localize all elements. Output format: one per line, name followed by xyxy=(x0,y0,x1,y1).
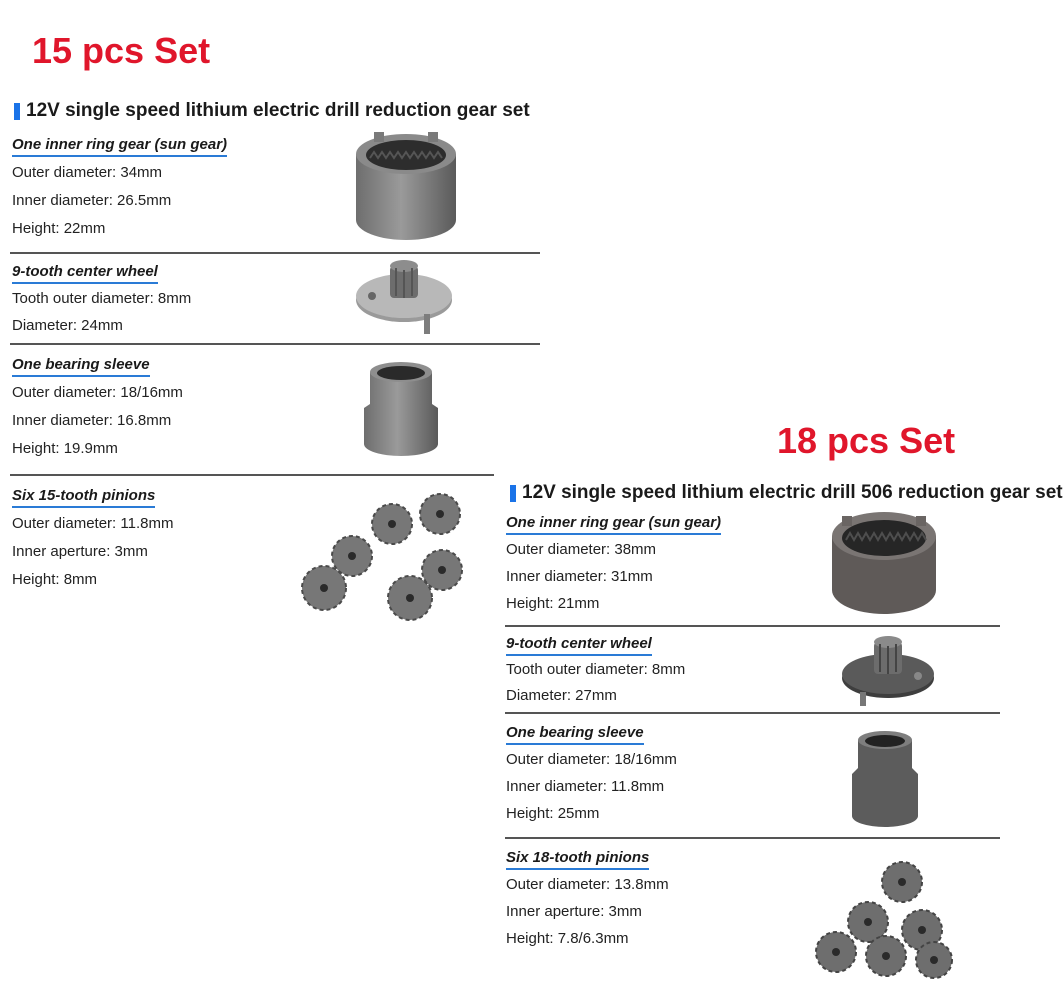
set15-center-wheel-title: 9-tooth center wheel xyxy=(12,263,158,284)
set15-ring-gear-spec-height: Height: 22mm xyxy=(12,220,106,237)
set18-ring-gear-spec-inner: Inner diameter: 31mm xyxy=(506,568,653,585)
set18-title: 18 pcs Set xyxy=(777,420,956,461)
set18-ring-gear-spec-outer: Outer diameter: 38mm xyxy=(506,541,657,558)
set18-bearing-sleeve-section xyxy=(506,724,806,822)
set18-bearing-sleeve-title: One bearing sleeve xyxy=(506,724,644,745)
pinion-gears-icon xyxy=(294,490,470,630)
set18-ring-gear-spec-height: Height: 21mm xyxy=(506,595,600,612)
set18-heading xyxy=(510,482,1063,504)
ring-gear-icon xyxy=(828,506,940,618)
set18-pinions-spec-height: Height: 7.8/6.3mm xyxy=(506,930,629,947)
set18-divider-3 xyxy=(505,837,1000,839)
set15-pinions-spec-outer: Outer diameter: 11.8mm xyxy=(12,515,174,532)
set18-pinions-spec-aperture: Inner aperture: 3mm xyxy=(506,903,642,920)
center-wheel-icon xyxy=(352,256,462,340)
set18-bearing-sleeve-spec-inner: Inner diameter: 11.8mm xyxy=(506,778,665,795)
set15-title: 15 pcs Set xyxy=(32,30,211,71)
bearing-sleeve-icon xyxy=(360,356,442,460)
set15-center-wheel-section xyxy=(12,263,332,334)
set15-heading xyxy=(14,100,544,122)
set18-pinions-spec-outer: Outer diameter: 13.8mm xyxy=(506,876,669,893)
set15-divider-2 xyxy=(10,343,540,345)
set15-divider-3 xyxy=(10,474,494,476)
set15-pinions-spec-height: Height: 8mm xyxy=(12,571,98,588)
set15-ring-gear-spec-inner: Inner diameter: 26.5mm xyxy=(12,192,172,209)
set15-bearing-sleeve-spec-outer: Outer diameter: 18/16mm xyxy=(12,384,183,401)
heading-marker-icon xyxy=(14,103,20,120)
set18-ring-gear-title: One inner ring gear (sun gear) xyxy=(506,514,721,535)
set18-center-wheel-spec-diameter: Diameter: 27mm xyxy=(506,687,617,704)
set18-center-wheel-spec-tooth: Tooth outer diameter: 8mm xyxy=(506,661,686,678)
set15-ring-gear-title: One inner ring gear (sun gear) xyxy=(12,136,227,157)
set15-divider-1 xyxy=(10,252,540,254)
bearing-sleeve-icon xyxy=(850,728,920,830)
set18-bearing-sleeve-spec-height: Height: 25mm xyxy=(506,805,600,822)
ring-gear-icon xyxy=(350,128,462,246)
set18-divider-2 xyxy=(505,712,1000,714)
set15-center-wheel-spec-tooth: Tooth outer diameter: 8mm xyxy=(12,290,192,307)
set15-heading-text: 12V single speed lithium electric drill reduction gear set xyxy=(26,100,530,121)
set18-heading-text: 12V single speed lithium electric drill 506 reduction gear set xyxy=(522,482,1063,503)
pinion-gears-icon xyxy=(810,856,960,980)
set18-bearing-sleeve-spec-outer: Outer diameter: 18/16mm xyxy=(506,751,677,768)
heading-marker-icon xyxy=(510,485,516,502)
set18-divider-1 xyxy=(505,625,1000,627)
set18-center-wheel-title: 9-tooth center wheel xyxy=(506,635,652,656)
set15-bearing-sleeve-section xyxy=(12,356,332,457)
set15-bearing-sleeve-title: One bearing sleeve xyxy=(12,356,150,377)
set15-center-wheel-spec-diameter: Diameter: 24mm xyxy=(12,317,123,334)
set15-bearing-sleeve-spec-height: Height: 19.9mm xyxy=(12,440,118,457)
set18-center-wheel-section xyxy=(506,635,806,704)
set15-bearing-sleeve-spec-inner: Inner diameter: 16.8mm xyxy=(12,412,172,429)
set15-pinions-spec-aperture: Inner aperture: 3mm xyxy=(12,543,148,560)
set15-ring-gear-spec-outer: Outer diameter: 34mm xyxy=(12,164,163,181)
set18-pinions-section xyxy=(506,849,806,947)
set15-pinions-section xyxy=(12,487,292,588)
set18-ring-gear-section xyxy=(506,514,806,612)
set15-ring-gear-section xyxy=(12,136,332,237)
set18-pinions-title: Six 18-tooth pinions xyxy=(506,849,649,870)
set15-pinions-title: Six 15-tooth pinions xyxy=(12,487,155,508)
center-wheel-icon xyxy=(838,632,938,710)
